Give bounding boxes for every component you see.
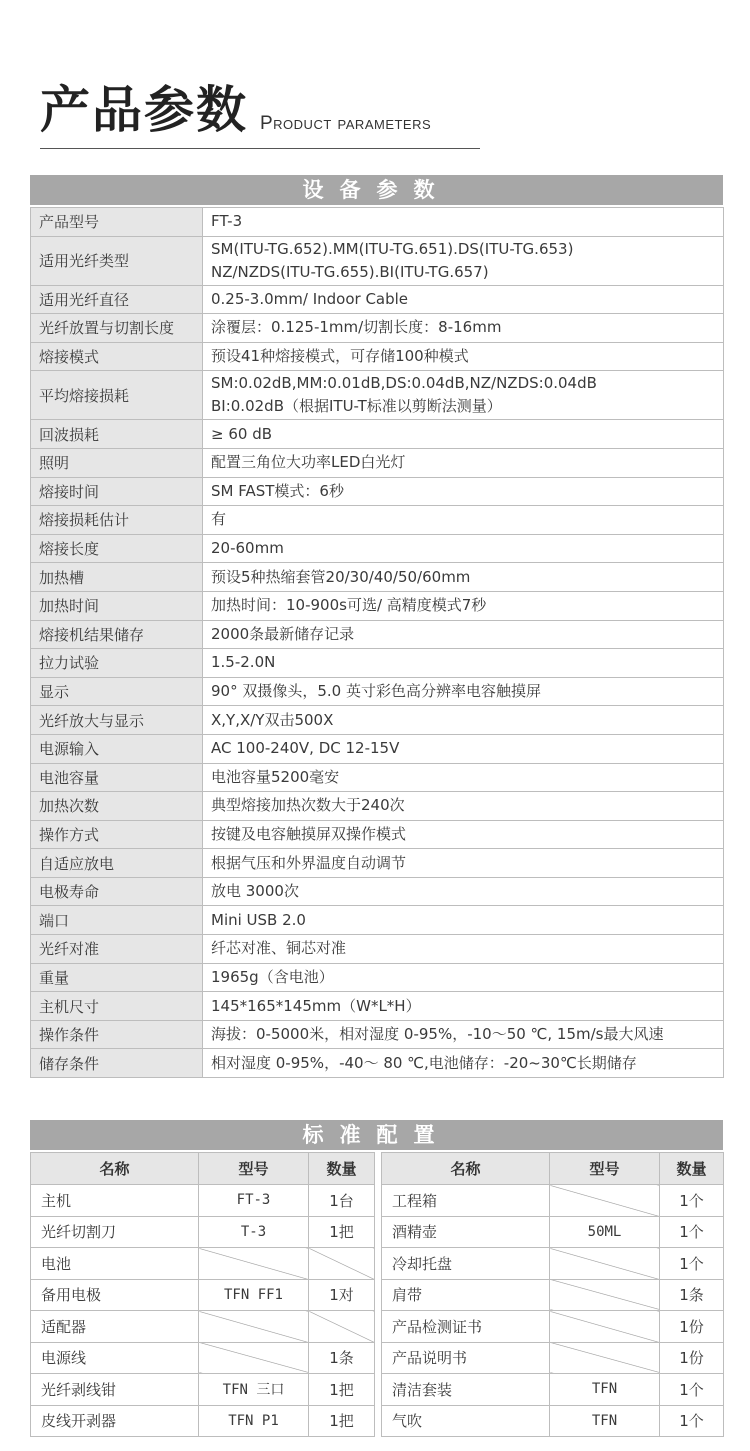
table-row xyxy=(31,371,724,420)
param-label: 熔接损耗估计 xyxy=(31,506,203,535)
param-label: 电极寿命 xyxy=(31,877,203,906)
table-row xyxy=(31,448,724,477)
param-value-line: AC 100-240V, DC 12-15V xyxy=(211,739,400,758)
item-model: TFN 三口 xyxy=(199,1374,309,1406)
item-qty: 1个 xyxy=(660,1185,724,1217)
table-row xyxy=(31,477,724,506)
param-label: 加热次数 xyxy=(31,792,203,821)
table-row xyxy=(382,1248,724,1280)
param-value-line: 1965g（含电池） xyxy=(211,967,334,986)
item-qty: 1对 xyxy=(309,1279,375,1311)
param-value-line: 145*165*145mm（W*L*H） xyxy=(211,996,421,1015)
item-name: 产品检测证书 xyxy=(382,1311,550,1343)
table-row xyxy=(31,506,724,535)
param-value xyxy=(203,906,724,935)
param-value xyxy=(203,620,724,649)
param-value-line: SM:0.02dB,MM:0.01dB,DS:0.04dB,NZ/NZDS:0.04dB xyxy=(211,374,597,393)
item-name: 适配器 xyxy=(31,1311,199,1343)
table-row xyxy=(31,1248,375,1280)
param-value-line: 1.5-2.0N xyxy=(211,653,276,672)
param-value xyxy=(203,285,724,314)
item-model xyxy=(199,1342,309,1374)
param-value xyxy=(203,371,724,420)
param-value-line: 预设41种熔接模式，可存储100种模式 xyxy=(211,347,469,366)
param-value-line: 20-60mm xyxy=(211,539,284,558)
param-value-line: 海拔：0-5000米，相对湿度 0-95%，-10～50 ℃, 15m/s最大风速 xyxy=(211,1025,664,1044)
param-value-line: FT-3 xyxy=(211,212,243,231)
param-label: 储存条件 xyxy=(31,1049,203,1078)
param-label: 加热时间 xyxy=(31,591,203,620)
param-value-line: 涂覆层：0.125-1mm/切割长度：8-16mm xyxy=(211,318,502,337)
param-label: 回波损耗 xyxy=(31,420,203,449)
param-label: 熔接模式 xyxy=(31,342,203,371)
table-row xyxy=(31,1279,375,1311)
table-row xyxy=(31,342,724,371)
table-row xyxy=(382,1311,724,1343)
item-name: 主机 xyxy=(31,1185,199,1217)
col-header-qty: 数量 xyxy=(660,1153,724,1185)
param-value xyxy=(203,563,724,592)
config-table-left xyxy=(30,1152,375,1437)
param-value-line: 有 xyxy=(211,510,227,529)
table-row xyxy=(31,208,724,237)
param-value-line: ≥ 60 dB xyxy=(211,424,273,443)
table-row xyxy=(31,563,724,592)
table-row xyxy=(31,1311,375,1343)
param-label: 端口 xyxy=(31,906,203,935)
item-qty: 1把 xyxy=(309,1374,375,1406)
item-name: 工程箱 xyxy=(382,1185,550,1217)
item-name: 产品说明书 xyxy=(382,1342,550,1374)
table-row xyxy=(31,792,724,821)
table-row xyxy=(31,677,724,706)
param-label: 产品型号 xyxy=(31,208,203,237)
table-row xyxy=(31,849,724,878)
item-name: 皮线开剥器 xyxy=(31,1405,199,1437)
col-header-model: 型号 xyxy=(199,1153,309,1185)
item-model xyxy=(550,1248,660,1280)
item-qty: 1个 xyxy=(660,1374,724,1406)
table-row xyxy=(31,963,724,992)
item-name: 清洁套装 xyxy=(382,1374,550,1406)
param-value-line: 90° 双摄像头，5.0 英寸彩色高分辨率电容触摸屏 xyxy=(211,682,541,701)
params-table xyxy=(30,207,724,1078)
param-value xyxy=(203,1020,724,1049)
table-row xyxy=(31,763,724,792)
table-row xyxy=(382,1405,724,1437)
param-label: 光纤放大与显示 xyxy=(31,706,203,735)
item-name: 光纤切割刀 xyxy=(31,1216,199,1248)
param-value-line: X,Y,X/Y双击500X xyxy=(211,710,334,729)
item-model xyxy=(199,1311,309,1343)
item-model: FT-3 xyxy=(199,1185,309,1217)
table-row xyxy=(31,314,724,343)
table-row xyxy=(31,1405,375,1437)
param-value-line: 相对湿度 0-95%，-40～ 80 ℃,电池储存：-20~30℃长期储存 xyxy=(211,1053,637,1072)
table-row xyxy=(31,1216,375,1248)
param-value xyxy=(203,734,724,763)
table-row xyxy=(382,1342,724,1374)
item-model xyxy=(550,1342,660,1374)
item-name: 备用电极 xyxy=(31,1279,199,1311)
param-label: 操作条件 xyxy=(31,1020,203,1049)
item-name: 气吹 xyxy=(382,1405,550,1437)
param-label: 照明 xyxy=(31,448,203,477)
col-header-name: 名称 xyxy=(31,1153,199,1185)
table-row xyxy=(31,420,724,449)
table-row xyxy=(31,1185,375,1217)
param-value xyxy=(203,342,724,371)
table-row xyxy=(31,1049,724,1078)
param-value xyxy=(203,792,724,821)
param-value xyxy=(203,1049,724,1078)
item-qty xyxy=(309,1311,375,1343)
param-value xyxy=(203,820,724,849)
param-value-line: 0.25-3.0mm/ Indoor Cable xyxy=(211,289,409,308)
table-row xyxy=(31,820,724,849)
param-value-line: NZ/NZDS(ITU-TG.655).BI(ITU-TG.657) xyxy=(211,262,489,281)
item-model: TFN FF1 xyxy=(199,1279,309,1311)
table-row xyxy=(31,1020,724,1049)
table-row xyxy=(31,906,724,935)
table-row xyxy=(31,935,724,964)
param-value xyxy=(203,236,724,285)
table-row xyxy=(31,649,724,678)
param-label: 光纤放置与切割长度 xyxy=(31,314,203,343)
page-title-english: Product parameters xyxy=(260,113,432,134)
item-name: 肩带 xyxy=(382,1279,550,1311)
item-qty xyxy=(309,1248,375,1280)
param-value-line: 按键及电容触摸屏双操作模式 xyxy=(211,824,407,843)
param-value xyxy=(203,763,724,792)
item-model: 50ML xyxy=(550,1216,660,1248)
table-row xyxy=(382,1374,724,1406)
item-model xyxy=(550,1279,660,1311)
param-value xyxy=(203,877,724,906)
param-value xyxy=(203,477,724,506)
item-qty: 1个 xyxy=(660,1405,724,1437)
param-value-line: Mini USB 2.0 xyxy=(211,910,306,929)
table-row xyxy=(31,591,724,620)
item-qty: 1个 xyxy=(660,1248,724,1280)
param-label: 重量 xyxy=(31,963,203,992)
config-section-header: 标准配置 xyxy=(30,1120,723,1150)
table-row xyxy=(31,236,724,285)
table-row xyxy=(382,1279,724,1311)
param-label: 拉力试验 xyxy=(31,649,203,678)
item-name: 冷却托盘 xyxy=(382,1248,550,1280)
param-value-line: 典型熔接加热次数大于240次 xyxy=(211,796,405,815)
param-value xyxy=(203,963,724,992)
page-title xyxy=(40,78,480,149)
col-header-qty: 数量 xyxy=(309,1153,375,1185)
item-qty: 1把 xyxy=(309,1405,375,1437)
param-label: 适用光纤类型 xyxy=(31,236,203,285)
item-qty: 1条 xyxy=(660,1279,724,1311)
param-value-line: 加热时间：10-900s可选/ 高精度模式7秒 xyxy=(211,596,487,615)
param-value xyxy=(203,706,724,735)
param-value-line: SM FAST模式：6秒 xyxy=(211,481,344,500)
params-section-header: 设备参数 xyxy=(30,175,723,205)
item-name: 光纤剥线钳 xyxy=(31,1374,199,1406)
param-label: 熔接长度 xyxy=(31,534,203,563)
param-value-line: 放电 3000次 xyxy=(211,882,299,901)
table-row xyxy=(31,620,724,649)
param-value xyxy=(203,506,724,535)
item-model: T-3 xyxy=(199,1216,309,1248)
param-value xyxy=(203,849,724,878)
item-name: 酒精壶 xyxy=(382,1216,550,1248)
item-qty: 1条 xyxy=(309,1342,375,1374)
param-label: 操作方式 xyxy=(31,820,203,849)
param-value-line: 纤芯对准、铜芯对准 xyxy=(211,939,347,958)
param-value xyxy=(203,534,724,563)
param-value xyxy=(203,591,724,620)
item-model: TFN P1 xyxy=(199,1405,309,1437)
param-value xyxy=(203,448,724,477)
param-label: 显示 xyxy=(31,677,203,706)
table-row xyxy=(382,1216,724,1248)
param-value xyxy=(203,935,724,964)
config-table-right xyxy=(381,1152,724,1437)
item-name: 电池 xyxy=(31,1248,199,1280)
param-value-line: 2000条最新储存记录 xyxy=(211,624,355,643)
param-label: 主机尺寸 xyxy=(31,992,203,1021)
param-value-line: 根据气压和外界温度自动调节 xyxy=(211,853,407,872)
param-label: 电源输入 xyxy=(31,734,203,763)
item-qty: 1份 xyxy=(660,1342,724,1374)
param-value-line: 电池容量5200毫安 xyxy=(211,767,340,786)
item-model: TFN xyxy=(550,1405,660,1437)
param-label: 熔接时间 xyxy=(31,477,203,506)
item-model xyxy=(199,1248,309,1280)
param-value xyxy=(203,208,724,237)
param-value xyxy=(203,677,724,706)
item-qty: 1台 xyxy=(309,1185,375,1217)
table-row xyxy=(31,992,724,1021)
param-value-line: 预设5种热缩套管20/30/40/50/60mm xyxy=(211,567,471,586)
param-value xyxy=(203,420,724,449)
table-row xyxy=(31,734,724,763)
item-qty: 1把 xyxy=(309,1216,375,1248)
param-label: 加热槽 xyxy=(31,563,203,592)
table-row xyxy=(31,285,724,314)
param-value xyxy=(203,314,724,343)
param-label: 电池容量 xyxy=(31,763,203,792)
param-value xyxy=(203,649,724,678)
param-value xyxy=(203,992,724,1021)
param-label: 适用光纤直径 xyxy=(31,285,203,314)
param-label: 自适应放电 xyxy=(31,849,203,878)
item-qty: 1份 xyxy=(660,1311,724,1343)
param-value-line: BI:0.02dB（根据ITU-T标准以剪断法测量） xyxy=(211,397,502,416)
table-row xyxy=(31,534,724,563)
col-header-model: 型号 xyxy=(550,1153,660,1185)
page-title-chinese: 产品参数 xyxy=(40,81,248,139)
item-qty: 1个 xyxy=(660,1216,724,1248)
param-value-line: SM(ITU-TG.652).MM(ITU-TG.651).DS(ITU-TG.653) xyxy=(211,239,574,258)
table-row xyxy=(31,706,724,735)
param-label: 平均熔接损耗 xyxy=(31,371,203,420)
param-value-line: 配置三角位大功率LED白光灯 xyxy=(211,453,406,472)
table-row xyxy=(31,1342,375,1374)
item-model xyxy=(550,1185,660,1217)
item-model xyxy=(550,1311,660,1343)
table-row xyxy=(31,877,724,906)
item-name: 电源线 xyxy=(31,1342,199,1374)
table-row xyxy=(31,1374,375,1406)
param-label: 熔接机结果储存 xyxy=(31,620,203,649)
item-model: TFN xyxy=(550,1374,660,1406)
col-header-name: 名称 xyxy=(382,1153,550,1185)
param-label: 光纤对准 xyxy=(31,935,203,964)
table-row xyxy=(382,1185,724,1217)
